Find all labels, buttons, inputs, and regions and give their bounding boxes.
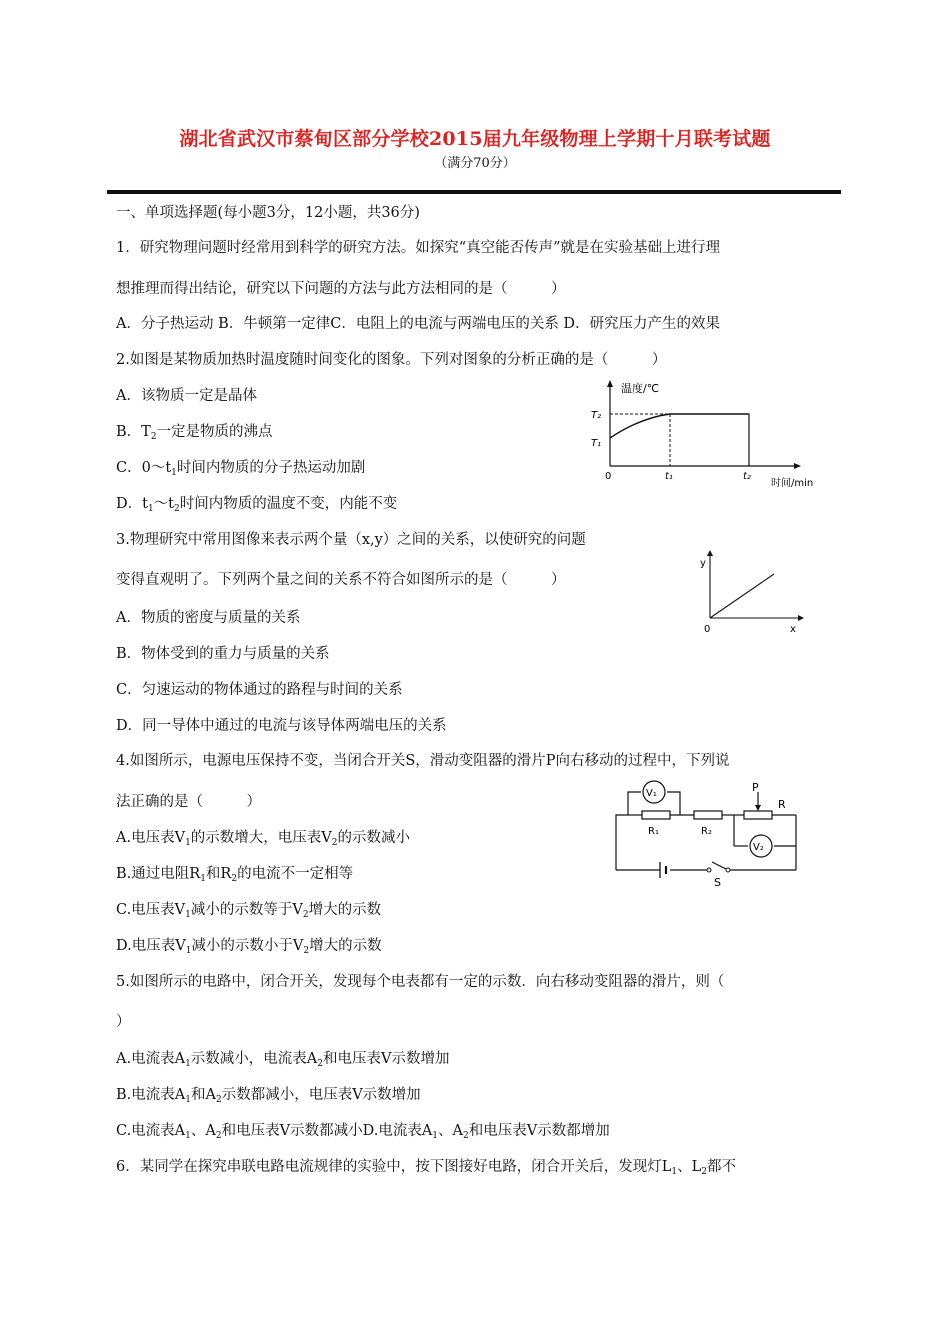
graph-tick-t1: t₁ bbox=[665, 471, 673, 482]
q4-option-d: D.电压表$V_1$减小的示数小于$V_2$增大的示数 bbox=[116, 938, 382, 956]
resistor-r1-label: R₁ bbox=[648, 826, 659, 837]
q3-option-c: C．匀速运动的物体通过的路程与时间的关系 bbox=[116, 682, 403, 698]
q4-stem-line1: 4.如图所示，电源电压保持不变，当闭合开关S，滑动变阻器的滑片P向右移动的过程中，下列说 bbox=[116, 753, 730, 769]
q3-option-a: A．物质的密度与质量的关系 bbox=[116, 610, 301, 626]
q4-option-a: A.电压表$V_1$的示数增大，电压表$V_2$的示数减小 bbox=[116, 830, 411, 848]
page-title: 湖北省武汉市蔡甸区部分学校2015届九年级物理上学期十月联考试题 bbox=[179, 128, 771, 150]
q1-options: A．分子热运动 B．牛顿第一定律C．电阻上的电流与两端电压的关系 D．研究压力产生的效果 bbox=[116, 316, 721, 332]
q4-option-c: C.电压表$V_1$减小的示数等于$V_2$增大的示数 bbox=[116, 902, 382, 920]
q3-option-b: B．物体受到的重力与质量的关系 bbox=[116, 646, 330, 662]
graph-origin: 0 bbox=[704, 624, 711, 635]
graph-origin: 0 bbox=[605, 471, 612, 482]
graph-t1-label: T₁ bbox=[591, 438, 602, 449]
q5-option-b: B.电流表$A_1$和$A_2$示数都减小，电压表V示数增加 bbox=[116, 1087, 421, 1105]
graph-tick-t2: t₂ bbox=[743, 471, 751, 482]
q1-stem-line1: 1．研究物理问题时经常用到科学的研究方法。如探究“真空能否传声”就是在实验基础上进行理 bbox=[116, 240, 721, 256]
q5-stem-line2: ） bbox=[116, 1014, 131, 1030]
slider-p-label: P bbox=[752, 781, 759, 794]
graph-y-label: 温度/℃ bbox=[621, 382, 660, 395]
q2-option-d: D．$t_1\sim t_2$时间内物质的温度不变，内能不变 bbox=[116, 496, 398, 514]
q2-option-c: C．$0\sim t_1$时间内物质的分子热运动加剧 bbox=[116, 460, 366, 478]
q5-stem-line1: 5.如图所示的电路中，闭合开关，发现每个电表都有一定的示数．向右移动变阻器的滑片，则（ bbox=[116, 974, 725, 990]
q5-option-a: A.电流表$A_1$示数减小，电流表$A_2$和电压表V示数增加 bbox=[116, 1051, 450, 1069]
q5-option-cd: C.电流表$A_1$、$A_2$和电压表V示数都减小D.电流表$A_1$、$A_2$和电压表V示数都增加 bbox=[116, 1123, 610, 1141]
graph-y-axis: y bbox=[700, 558, 706, 569]
rheostat-r-label: R bbox=[778, 798, 786, 811]
q2-option-b: B．$T_2$一定是物质的沸点 bbox=[116, 424, 273, 442]
q6-stem: 6．某同学在探究串联电路电流规律的实验中，按下图接好电路，闭合开关后，发现灯$L_1$、$L_2$都不 bbox=[116, 1159, 736, 1177]
graph-x-label: 时间/min bbox=[771, 478, 814, 489]
q4-circuit-diagram bbox=[608, 780, 808, 890]
section-heading: 一、单项选择题(每小题3分，12小题，共36分) bbox=[116, 205, 420, 221]
graph-t2-label: T₂ bbox=[591, 410, 602, 421]
voltmeter-v1-label: V₁ bbox=[646, 788, 657, 799]
voltmeter-v2-label: V₂ bbox=[753, 842, 764, 853]
resistor-r2-label: R₂ bbox=[701, 826, 712, 837]
q1-stem-line2: 想推理而得出结论，研究以下问题的方法与此方法相同的是（ ） bbox=[116, 281, 566, 297]
q3-stem-line2: 变得直观明了。下列两个量之间的关系不符合如图所示的是（ ） bbox=[116, 572, 566, 588]
q3-linear-graph bbox=[696, 548, 811, 636]
q4-stem-line2: 法正确的是（ ） bbox=[116, 794, 261, 810]
graph-x-axis: x bbox=[790, 624, 796, 635]
q3-option-d: D．同一导体中通过的电流与该导体两端电压的关系 bbox=[116, 718, 447, 734]
q4-option-b: B.通过电阻$R_1$和$R_2$的电流不一定相等 bbox=[116, 866, 354, 884]
header-divider bbox=[107, 190, 841, 194]
q2-temperature-graph bbox=[585, 378, 830, 490]
q2-option-a: A．该物质一定是晶体 bbox=[116, 388, 257, 404]
q3-stem-line1: 3.物理研究中常用图像来表示两个量（x,y）之间的关系，以使研究的问题 bbox=[116, 532, 586, 548]
switch-s-label: S bbox=[714, 876, 721, 889]
q2-stem: 2.如图是某物质加热时温度随时间变化的图象。下列对图象的分析正确的是（ ） bbox=[116, 352, 667, 368]
full-score-note: （满分70分） bbox=[434, 156, 516, 171]
